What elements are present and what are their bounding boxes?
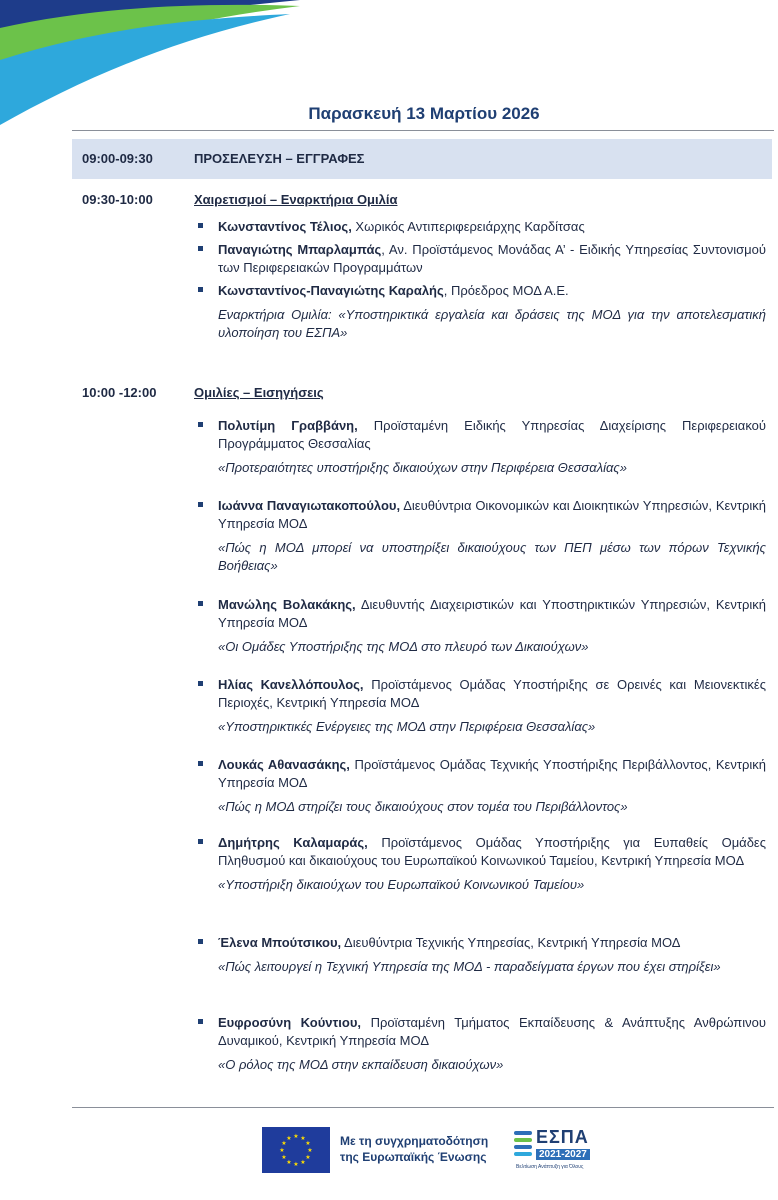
talk-title: «Υποστήριξη δικαιούχων του Ευρωπαϊκού Κοινωνικού Ταμείου»	[218, 877, 585, 892]
svg-text:★: ★	[307, 1147, 313, 1154]
talk-title: «Πώς η ΜΟΔ μπορεί να υποστηρίξει δικαιούχους των ΠΕΠ μέσω των πόρων Τεχνικής Βοήθειας»	[218, 540, 766, 573]
talk-title: «Πώς λειτουργεί η Τεχνική Υπηρεσία της ΜΟΔ - παραδείγματα έργων που έχει στηρίξει»	[218, 959, 721, 974]
talk-title: «Πώς η ΜΟΔ στηρίζει τους δικαιούχους στον τομέα του Περιβάλλοντος»	[218, 799, 628, 814]
bullet-icon	[198, 601, 203, 606]
registration-row	[72, 139, 772, 179]
list-item	[218, 241, 766, 277]
svg-text:★: ★	[300, 1135, 306, 1142]
speaker-name: Ευφροσύνη Κούντιου,	[218, 1015, 362, 1030]
espa-years: 2021-2027	[536, 1149, 590, 1160]
svg-text:★: ★	[286, 1135, 292, 1142]
bullet-icon	[198, 939, 203, 944]
speaker-name: Ηλίας Κανελλόπουλος,	[218, 677, 364, 692]
list-item	[218, 218, 766, 236]
speaker-name: Λουκάς Αθανασάκης,	[218, 757, 350, 772]
espa-tagline: Βελτίωση Ανάπτυξη για Όλους	[516, 1164, 584, 1170]
speaker-name: Έλενα Μπούτσικου,	[218, 935, 342, 950]
page-date: Παρασκευή 13 Μαρτίου 2026	[308, 104, 540, 123]
bullet-icon	[198, 422, 203, 427]
bullet-icon	[198, 839, 203, 844]
speaker-role: Προϊσταμένη Ειδικής Υπηρεσίας Διαχείρισης Περιφερειακού Προγράμματος Θεσσαλίας	[218, 418, 766, 451]
talk-item-6	[218, 934, 766, 976]
svg-text:★: ★	[279, 1147, 285, 1154]
svg-text:★: ★	[286, 1159, 292, 1166]
list-item	[218, 282, 766, 300]
svg-text:★: ★	[305, 1140, 311, 1147]
speaker-role: Διευθύντρια Οικονομικών και Διοικητικών Υπηρεσιών, Κεντρική Υπηρεσία ΜΟΔ	[218, 498, 766, 531]
svg-text:★: ★	[281, 1140, 287, 1147]
speaker-name: Κωνσταντίνος-Παναγιώτης Καραλής	[218, 283, 444, 298]
eu-flag-logo	[262, 1127, 330, 1173]
registration-time: 09:00-09:30	[82, 151, 153, 166]
svg-text:★: ★	[293, 1133, 299, 1140]
cofunding-line-2: της Ευρωπαϊκής Ένωσης	[340, 1150, 487, 1164]
bullet-icon	[198, 761, 203, 766]
speaker-role: Χωρικός Αντιπεριφερειάρχης Καρδίτσας	[351, 219, 585, 234]
svg-text:★: ★	[293, 1161, 299, 1168]
talk-title: «Προτεραιότητες υποστήριξης δικαιούχων στην Περιφέρεια Θεσσαλίας»	[218, 460, 627, 475]
talk-item-7	[218, 1014, 766, 1074]
bullet-icon	[198, 681, 203, 686]
top-divider	[72, 130, 774, 131]
espa-logo	[512, 1127, 598, 1175]
opening-time: 09:30-10:00	[82, 192, 153, 207]
speaker-name: Ιωάννα Παναγιωτακοπούλου,	[218, 498, 401, 513]
talks-title: Ομιλίες – Εισηγήσεις	[194, 385, 324, 400]
speaker-role: Προϊστάμενος Ομάδας Υποστήριξης σε Ορεινές και Μειονεκτικές Περιοχές, Κεντρική Υπηρεσία ΜΟΔ	[218, 677, 766, 710]
talk-title: «Ο ρόλος της ΜΟΔ στην εκπαίδευση δικαιούχων»	[218, 1057, 504, 1072]
bullet-icon	[198, 223, 203, 228]
speaker-name: Πολυτίμη Γραββάνη,	[218, 418, 358, 433]
speaker-name: Μανώλης Βολακάκης,	[218, 597, 356, 612]
bullet-icon	[198, 287, 203, 292]
talk-title: «Υποστηρικτικές Ενέργειες της ΜΟΔ στην Περιφέρεια Θεσσαλίας»	[218, 719, 596, 734]
talk-item-4	[218, 756, 766, 816]
espa-stripes-icon	[512, 1129, 534, 1161]
keynote-text: Εναρκτήρια Ομιλία: «Υποστηρικτικά εργαλεία και δράσεις της ΜΟΔ για την αποτελεσματική υλοποίηση του ΕΣΠΑ»	[218, 307, 766, 340]
cofunding-line-1: Με τη συγχρηματοδότηση	[340, 1134, 489, 1148]
svg-text:★: ★	[305, 1154, 311, 1161]
speaker-role: , Πρόεδρος ΜΟΔ Α.Ε.	[443, 283, 569, 298]
talk-item-5	[218, 834, 766, 894]
eu-stars-icon	[262, 1127, 330, 1173]
talk-item-2	[218, 596, 766, 656]
svg-text:★: ★	[300, 1159, 306, 1166]
speaker-role: Διευθύντρια Τεχνικής Υπηρεσίας, Κεντρική Υπηρεσία ΜΟΔ	[341, 935, 681, 950]
svg-text:★: ★	[281, 1154, 287, 1161]
cofunding-text	[340, 1133, 488, 1165]
talk-title: «Οι Ομάδες Υποστήριξης της ΜΟΔ στο πλευρό των Δικαιούχων»	[218, 639, 589, 654]
talks-time: 10:00 -12:00	[82, 385, 157, 400]
bottom-divider	[72, 1107, 774, 1108]
opening-speakers	[218, 218, 766, 342]
speaker-role: Προϊσταμένη Τμήματος Εκπαίδευσης & Ανάπτυξης Ανθρώπινου Δυναμικού, Κεντρική Υπηρεσία ΜΟΔ	[218, 1015, 767, 1048]
talk-item-0	[218, 417, 766, 477]
speaker-name: Κωνσταντίνος Τέλιος,	[218, 219, 352, 234]
talk-item-1	[218, 497, 766, 575]
talk-item-3	[218, 676, 766, 736]
espa-word: ΕΣΠΑ	[536, 1127, 589, 1147]
speaker-role: , Αν. Προϊστάμενος Μονάδας Α’ - Ειδικής Υπηρεσίας Συντονισμού των Περιφερειακών Προγραμμάτων	[218, 242, 767, 275]
bullet-icon	[198, 1019, 203, 1024]
opening-title: Χαιρετισμοί – Εναρκτήρια Ομιλία	[194, 192, 398, 207]
speaker-name: Δημήτρης Καλαμαράς,	[218, 835, 368, 850]
bullet-icon	[198, 502, 203, 507]
speaker-role: Διευθυντής Διαχειριστικών και Υποστηρικτικών Υπηρεσιών, Κεντρική Υπηρεσία ΜΟΔ	[218, 597, 766, 630]
speaker-role: Προϊστάμενος Ομάδας Τεχνικής Υποστήριξης Περιβάλλοντος, Κεντρική Υπηρεσία ΜΟΔ	[218, 757, 766, 790]
speaker-name: Παναγιώτης Μπαρλαμπάς	[218, 242, 382, 257]
speaker-role: Προϊστάμενος Ομάδας Υποστήριξης για Ευπαθείς Ομάδες Πληθυσμού και δικαιούχους του Ευρωπαϊκού Κοινωνικού Ταμείου, Κεντρική Υπηρεσία ΜΟΔ	[218, 835, 766, 868]
registration-title: ΠΡΟΣΕΛΕΥΣΗ – ΕΓΓΡΑΦΕΣ	[194, 151, 365, 166]
bullet-icon	[198, 246, 203, 251]
